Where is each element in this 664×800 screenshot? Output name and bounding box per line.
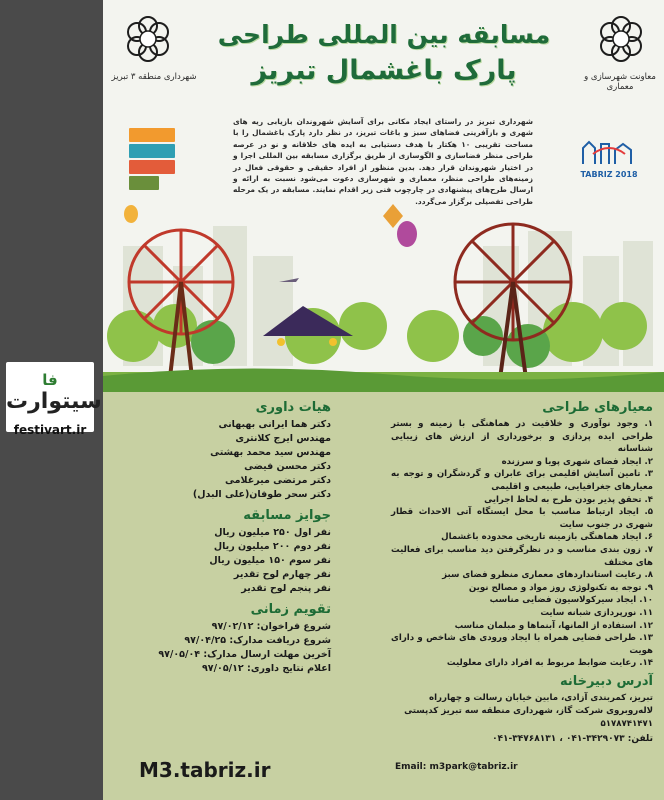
criteria-list xyxy=(391,418,653,670)
criteria-item: ۱۲. استفاده از المانها، آبنماها و مبلمان مناسب xyxy=(454,620,653,631)
tabriz-2018-logo xyxy=(573,138,645,179)
org-left-label: شهرداری منطقه ۳ تبریز xyxy=(111,72,197,82)
criteria-item: ۱۴. رعایت ضوابط مربوط به افراد دارای معلولیت xyxy=(446,658,653,669)
tabriz-skyline-icon xyxy=(579,138,639,166)
jury-member: دکتر محسن فیضی xyxy=(244,461,331,472)
park-illustration xyxy=(103,186,664,392)
municipality-emblem-left xyxy=(123,14,173,64)
website-link[interactable]: M3.tabriz.ir xyxy=(139,758,271,782)
title-line-2: پارک باغشمال تبریز xyxy=(251,55,517,86)
festivart-badge[interactable] xyxy=(6,362,102,437)
criteria-item: ۵. ایجاد ارتباط مناسب با محل ایستگاه آتی الاحداث قطار شهری در جنوب سایت xyxy=(391,507,653,530)
jury-member: مهندس ایرج کلانتری xyxy=(235,433,331,444)
poster-header-area xyxy=(103,0,664,392)
criteria-item: ۱۳. طراحی فضایی همراه با ایجاد ورودی های شاخص و دارای هویت xyxy=(391,633,653,656)
criteria-item: ۶. ایجاد هماهنگی بازمینه تاریخی محدوده باغشمال xyxy=(441,532,653,543)
phone-numbers: تلفن: ۳۴۲۹۰۷۳-۰۴۱ ، ۳۴۷۶۸۱۳۱-۰۴۱ xyxy=(492,733,653,744)
criteria-item: ۴. تحقق پذیر بودن طرح به لحاظ اجرایی xyxy=(484,494,653,505)
info-section xyxy=(103,392,664,800)
criteria-item: ۱۱. نورپردازی شبانه سایت xyxy=(540,607,653,618)
calendar-item: آخرین مهلت ارسال مدارک: ۹۷/۰۵/۰۴ xyxy=(158,649,331,660)
calendar-item: شروع فراخوان: ۹۷/۰۲/۱۲ xyxy=(211,621,331,632)
festivart-domain[interactable]: festivart.ir xyxy=(13,423,87,437)
criteria-item: ۱. وجود نوآوری و خلاقیت در هماهنگی با زمینه و بستر طراحی ایده پردازی و برخورداری از ارزش های زیبایی شناسانه xyxy=(391,419,653,455)
calendar-list xyxy=(121,620,331,676)
calendar-title: تقویم زمانی xyxy=(250,602,331,617)
prizes-list xyxy=(121,526,331,596)
criteria-title: معیارهای طراحی xyxy=(542,400,653,415)
jury-member: دکتر مرتضی میرغلامی xyxy=(225,475,331,486)
details-column xyxy=(121,400,331,676)
tabriz-logo-text: TABRIZ 2018 xyxy=(580,170,638,179)
jury-list xyxy=(121,418,331,502)
jury-member: دکتر سحر طوفان(علی البدل) xyxy=(192,489,331,500)
criteria-item: ۳. تامین آسایش اقلیمی برای عابران و گردشگران و توجه به معیارهای جغرافیایی، طبیعی و اقلیمی xyxy=(391,469,653,492)
criteria-item: ۷. زون بندی مناسب و در نظرگرفتن دید مناسب برای فعالیت های مختلف xyxy=(391,544,653,568)
prize-item: نفر چهارم لوح تقدیر xyxy=(233,569,331,580)
calendar-item: اعلام نتایج داوری: ۹۷/۰۵/۱۲ xyxy=(201,663,331,674)
prize-item: نفر پنجم لوح تقدیر xyxy=(241,583,331,594)
intro-paragraph: شهرداری تبریز در راستای ایجاد مکانی برای آسایش شهروندان بازیابی ریه های شهری و بازآفرینی فضاهای سبز و باغات تبریز، در نظر دارد پارک باغشمال را با مساحت تقریبی ۱۰ هکتار با هدف دستیابی به ایده های خلاقانه و نو در عرصه طراحی منظر فضاسازی و الگوسازی از طریق برگزاری مسابقه بین المللی اجرا و در اختیار شهروندان قرار دهد. بدین منظور از افراد حقیقی و حقوقی فعال در زمینه‌های طراحی منظر، معماری و شهرسازی دعوت می‌شود نسبت به ارائه و ارسال طرح‌های پیشنهادی در چارچوب فنی زیر اقدام نمایند. مسابقه در یک مرحله طراحی تفصیلی برگزار می‌گردد. xyxy=(233,117,533,206)
address-title: آدرس دبیرخانه xyxy=(559,673,653,689)
org-right-label: معاونت شهرسازی و معماری xyxy=(584,72,656,92)
title-line-1: مسابقه بین المللی طراحی xyxy=(217,20,551,49)
address-text: تبریز، کمربندی آزادی، مابین خیابان رسالت و چهارراه لاله‌روبروی شرکت گاز، شهرداری منطقه سه تبریز کدپستی ۵۱۷۸۷۴۱۴۷۱ xyxy=(404,692,653,729)
festivart-logo: فا سیتوارت xyxy=(6,371,102,414)
criteria-item: ۹. توجه به تکنولوژی روز مواد و مصالح نوین xyxy=(468,582,653,593)
email-link[interactable]: Email: m3park@tabriz.ir xyxy=(395,761,518,772)
prizes-title: جوایز مسابقه xyxy=(243,508,331,523)
jury-member: دکتر هما ایرانی بهبهانی xyxy=(218,419,331,430)
municipality-emblem-right xyxy=(596,14,646,64)
criteria-item: ۲. ایجاد فضای شهری پویا و سرزنده xyxy=(501,456,653,467)
competition-logo xyxy=(129,128,179,194)
prize-item: نفر دوم ۲۰۰ میلیون ریال xyxy=(213,541,331,552)
jury-member: مهندس سید محمد بهشتی xyxy=(210,447,331,458)
poster xyxy=(103,0,664,800)
calendar-item: شروع دریافت مدارک: ۹۷/۰۴/۲۵ xyxy=(184,635,331,646)
jury-title: هیات داوری xyxy=(255,400,331,415)
criteria-item: ۱۰. ایجاد سیرکولاسیون فضایی مناسب xyxy=(489,595,653,606)
poster-title xyxy=(203,18,565,90)
prize-item: نفر اول ۲۵۰ میلیون ریال xyxy=(214,527,331,538)
criteria-item: ۸. رعایت استانداردهای معماری منظرو فضای سبز xyxy=(442,570,653,581)
prize-item: نفر سوم ۱۵۰ میلیون ریال xyxy=(209,555,331,566)
criteria-column xyxy=(391,400,653,772)
